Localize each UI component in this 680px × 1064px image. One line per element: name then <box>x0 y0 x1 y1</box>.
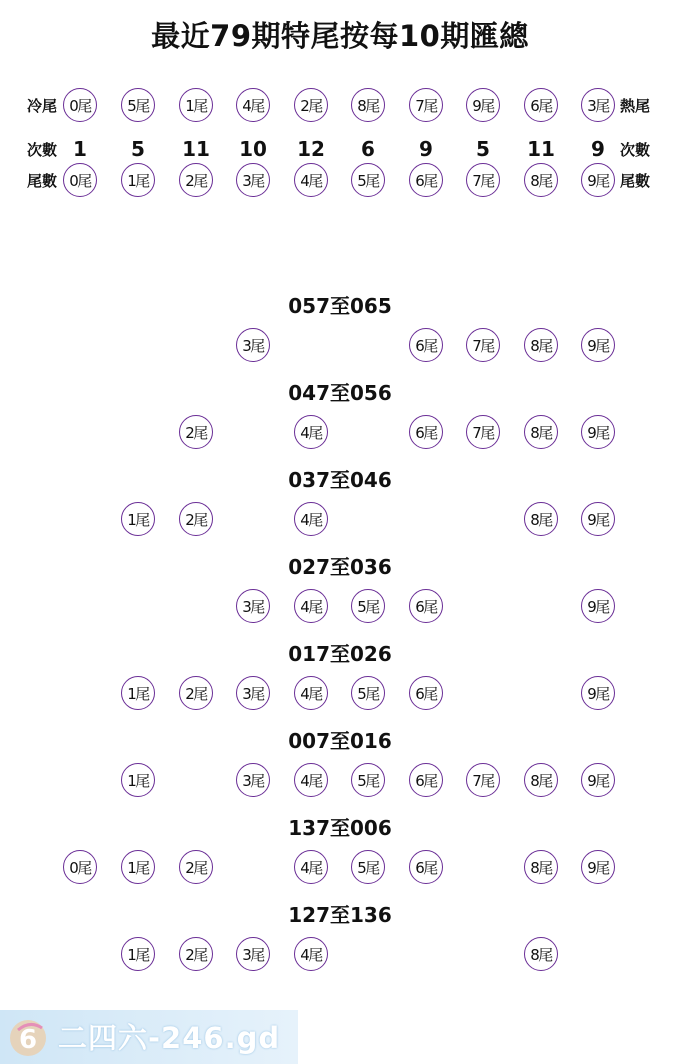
group-tail-circle: 1尾 <box>121 676 155 710</box>
group-tail-circle: 6尾 <box>409 415 443 449</box>
tail-count: 11 <box>182 137 210 161</box>
group-tail-circle: 5尾 <box>351 676 385 710</box>
group-tail-circle: 4尾 <box>294 763 328 797</box>
group-tail-circle: 3尾 <box>236 328 270 362</box>
group-tail-circle: 4尾 <box>294 589 328 623</box>
group-tail-circle: 8尾 <box>524 763 558 797</box>
tail-number-circle: 2尾 <box>179 163 213 197</box>
ranking-tail-circle: 8尾 <box>351 88 385 122</box>
tail-number-circle: 4尾 <box>294 163 328 197</box>
ranking-tail-circle: 7尾 <box>409 88 443 122</box>
group-tail-circle: 5尾 <box>351 763 385 797</box>
group-tail-circle: 9尾 <box>581 589 615 623</box>
tail-number-circle: 8尾 <box>524 163 558 197</box>
cold-tail-label: 冷尾 <box>27 97 58 115</box>
tail-count: 12 <box>297 137 325 161</box>
tail-count: 5 <box>476 137 490 161</box>
tail-label-right: 尾數 <box>620 172 651 190</box>
group-tail-circle: 6尾 <box>409 328 443 362</box>
group-tail-circle: 6尾 <box>409 589 443 623</box>
group-tail-circle: 2尾 <box>179 676 213 710</box>
ranking-tail-circle: 0尾 <box>63 88 97 122</box>
group-tail-circle: 2尾 <box>179 937 213 971</box>
group-tail-circle: 4尾 <box>294 676 328 710</box>
group-tail-circle: 7尾 <box>466 763 500 797</box>
group-tail-circle: 5尾 <box>351 589 385 623</box>
group-tail-circle: 3尾 <box>236 937 270 971</box>
group-tail-circle: 1尾 <box>121 850 155 884</box>
ranking-tail-circle: 6尾 <box>524 88 558 122</box>
group-tail-circle: 4尾 <box>294 415 328 449</box>
period-range-label: 047至056 <box>288 381 392 405</box>
group-tail-circle: 8尾 <box>524 328 558 362</box>
tail-number-circle: 0尾 <box>63 163 97 197</box>
tail-count: 9 <box>591 137 605 161</box>
tail-count: 6 <box>361 137 375 161</box>
group-tail-circle: 9尾 <box>581 850 615 884</box>
ranking-tail-circle: 5尾 <box>121 88 155 122</box>
tail-number-circle: 7尾 <box>466 163 500 197</box>
group-tail-circle: 9尾 <box>581 328 615 362</box>
group-tail-circle: 3尾 <box>236 589 270 623</box>
group-tail-circle: 2尾 <box>179 850 213 884</box>
group-tail-circle: 2尾 <box>179 502 213 536</box>
period-range-label: 037至046 <box>288 468 392 492</box>
site-logo-icon <box>8 1018 48 1058</box>
ranking-tail-circle: 9尾 <box>466 88 500 122</box>
group-tail-circle: 6尾 <box>409 850 443 884</box>
count-label-left: 次數 <box>27 141 58 159</box>
tail-count: 11 <box>527 137 555 161</box>
tail-number-circle: 3尾 <box>236 163 270 197</box>
tail-number-circle: 5尾 <box>351 163 385 197</box>
logo-char: 6 <box>18 1025 38 1055</box>
tail-count: 9 <box>419 137 433 161</box>
hot-tail-label: 熱尾 <box>620 97 651 115</box>
group-tail-circle: 8尾 <box>524 850 558 884</box>
group-tail-circle: 8尾 <box>524 937 558 971</box>
group-tail-circle: 2尾 <box>179 415 213 449</box>
group-tail-circle: 4尾 <box>294 502 328 536</box>
group-tail-circle: 6尾 <box>409 763 443 797</box>
count-label-right: 次數 <box>620 141 651 159</box>
period-range-label: 027至036 <box>288 555 392 579</box>
group-tail-circle: 1尾 <box>121 763 155 797</box>
watermark <box>0 1010 298 1064</box>
group-tail-circle: 7尾 <box>466 328 500 362</box>
period-range-label: 057至065 <box>288 294 392 318</box>
group-tail-circle: 4尾 <box>294 850 328 884</box>
group-tail-circle: 9尾 <box>581 676 615 710</box>
period-range-label: 137至006 <box>288 816 392 840</box>
group-tail-circle: 6尾 <box>409 676 443 710</box>
group-tail-circle: 9尾 <box>581 415 615 449</box>
group-tail-circle: 9尾 <box>581 502 615 536</box>
ranking-tail-circle: 1尾 <box>179 88 213 122</box>
group-tail-circle: 1尾 <box>121 502 155 536</box>
tail-label-left: 尾數 <box>27 172 58 190</box>
ranking-tail-circle: 2尾 <box>294 88 328 122</box>
ranking-tail-circle: 4尾 <box>236 88 270 122</box>
group-tail-circle: 3尾 <box>236 763 270 797</box>
period-range-label: 127至136 <box>288 903 392 927</box>
watermark-text: 二四六-246.gd <box>58 1021 281 1055</box>
group-tail-circle: 5尾 <box>351 850 385 884</box>
group-tail-circle: 3尾 <box>236 676 270 710</box>
period-range-label: 007至016 <box>288 729 392 753</box>
tail-count: 1 <box>73 137 87 161</box>
group-tail-circle: 7尾 <box>466 415 500 449</box>
group-tail-circle: 1尾 <box>121 937 155 971</box>
group-tail-circle: 0尾 <box>63 850 97 884</box>
group-tail-circle: 9尾 <box>581 763 615 797</box>
tail-number-circle: 9尾 <box>581 163 615 197</box>
tail-count: 5 <box>131 137 145 161</box>
ranking-tail-circle: 3尾 <box>581 88 615 122</box>
group-tail-circle: 8尾 <box>524 415 558 449</box>
group-tail-circle: 8尾 <box>524 502 558 536</box>
tail-number-circle: 1尾 <box>121 163 155 197</box>
tail-count: 10 <box>239 137 267 161</box>
period-range-label: 017至026 <box>288 642 392 666</box>
tail-number-circle: 6尾 <box>409 163 443 197</box>
page-title: 最近79期特尾按每10期匯總 <box>151 19 529 53</box>
group-tail-circle: 4尾 <box>294 937 328 971</box>
